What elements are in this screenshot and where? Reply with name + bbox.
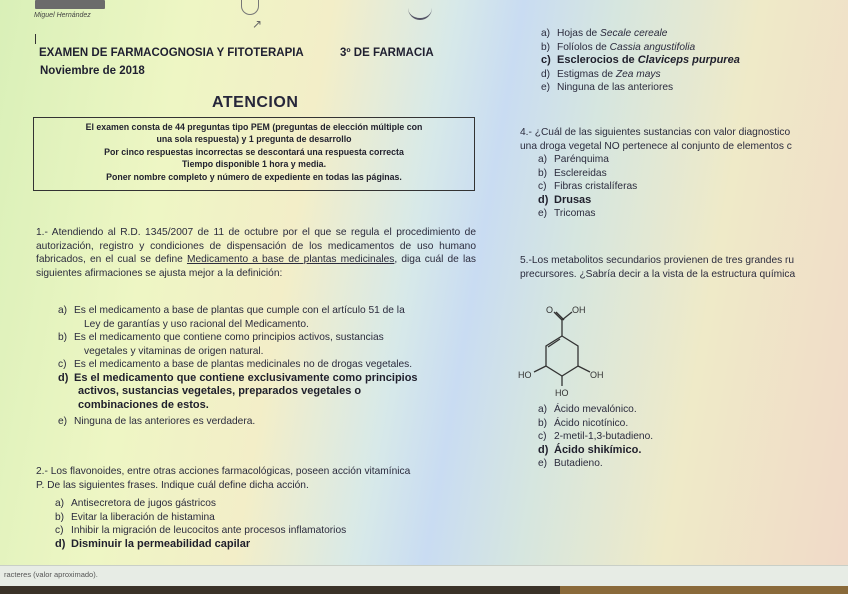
question-5: 5.-Los metabolitos secundarios provienen de tres grandes ru precursores. ¿Sabría decir a la vista de la estructura química [520, 255, 796, 280]
notice-line: una sola respuesta) y 1 pregunta de desarrollo [156, 134, 352, 145]
q3-option-b: b) Folíolos de Cassia angustifolia [541, 41, 696, 53]
q1-option-d: d) Es el medicamento que contiene exclusivamente como principios [58, 371, 418, 384]
q5-option-b: b) Ácido nicotínico. [538, 417, 629, 429]
q4-option-d: d) Drusas [538, 193, 592, 206]
q3-option-a: a) Hojas de Secale cereale [541, 28, 668, 39]
q3-option-c: c) Esclerocios de Claviceps purpurea [541, 54, 740, 66]
notice-line: El examen consta de 44 preguntas tipo PEM (preguntas de elección múltiple con [85, 122, 423, 132]
q2-option-b: b) Evitar la liberación de histamina [55, 511, 215, 523]
notice-line: Poner nombre completo y número de expediente en todas las páginas. [106, 171, 402, 182]
exam-title: EXAMEN DE FARMACOGNOSIA Y FITOTERAPIA [39, 47, 304, 59]
question-2: 2.- Los flavonoides, entre otras acciones farmacológicas, poseen acción vitamínica P. De las siguientes frases. Indique cuál define dicha acción. [36, 466, 411, 491]
notice-line: Por cinco respuestas incorrectas se descontará una respuesta correcta [104, 146, 404, 157]
q2-option-c: c) Inhibir la migración de leucocitos ante procesos inflamatorios [55, 525, 347, 536]
q1-option-e: e) Ninguna de las anteriores es verdadera. [58, 416, 256, 427]
screen-bezel-highlight [560, 586, 848, 594]
exam-date: Noviembre de 2018 [40, 65, 145, 77]
q3-option-e: e) Ninguna de las anteriores [541, 82, 674, 93]
status-text: racteres (valor aproximado). [4, 570, 98, 579]
q5-option-c: c) 2-metil-1,3-butadieno. [538, 431, 654, 442]
university-seal-icon [408, 0, 432, 20]
q4-options [538, 153, 637, 221]
atom-oh-top: OH [572, 305, 586, 315]
cursor-circle-icon [241, 0, 259, 15]
notice-line: Tiempo disponible 1 hora y media. [181, 159, 327, 170]
chemical-structure [510, 296, 620, 404]
atom-o: O [546, 305, 554, 315]
q5-option-e: e) Butadieno. [538, 458, 603, 469]
q2-option-a: a) Antisecretora de jugos gástricos [55, 498, 216, 509]
q3-options [541, 27, 740, 95]
q4-option-b: b) Esclereidas [538, 167, 607, 179]
q5-options [538, 403, 653, 471]
status-bar [0, 565, 848, 586]
q1-defined-term: Medicamento a base de plantas medicinales [186, 254, 395, 265]
q3-option-d: d) Estigmas de Zea mays [541, 68, 661, 80]
q4-option-a: a) Parénquima [538, 154, 609, 165]
left-rule [35, 34, 36, 44]
q1-option-b: b) Es el medicamento que contiene como principios activos, sustancias [58, 332, 384, 343]
atom-ho-left: HO [518, 370, 532, 380]
q5-option-d: d) Ácido shikímico. [538, 443, 642, 456]
q5-option-a: a) Ácido mevalónico. [538, 404, 637, 415]
q2-options [55, 497, 346, 551]
notice-box [33, 117, 475, 191]
question-4: 4.- ¿Cuál de las siguientes sustancias con valor diagnostico una droga vegetal NO pertenece al conjunto de elementos c [520, 127, 792, 152]
atom-oh-right: OH [590, 370, 604, 380]
question-1: 1.- Atendiendo al R.D. 1345/2007 de 11 de octubre por el que se regula el procedimiento de autorización, registro y condiciones de dispensación de los medicamentos de uso humano fabricados, en el cual se define Medicamento a base de plantas medicinales, diga cuál de las siguientes afirmaciones se ajusta mejor a la definición: [36, 227, 476, 279]
atom-ho-bottom: HO [555, 388, 569, 398]
q1-option-a: a) Es el medicamento a base de plantas que cumple con el artículo 51 de la [58, 305, 405, 316]
q2-option-d: d) Disminuir la permeabilidad capilar [55, 537, 251, 550]
exam-course: 3º DE FARMACIA [340, 47, 434, 59]
q4-option-e: e) Tricomas [538, 208, 596, 219]
top-logo-mark [35, 0, 105, 9]
q1-options: a) Es el medicamento a base de plantas que cumple con el artículo 51 de la Ley de garantías y uso racional del Medicamento. b) Es el medicamento que contiene como principios activos, sustancias vegetales y vitaminas de origen natural. c) Es el medicamento a base de plantas medicinales no de drogas vegetales. d) Es el medicamento que contiene exclusivamente como principios activos, sustancias vegetales, preparados vegetales o combinaciones de estos. e) Ninguna de las anteriores es verdadera. [58, 305, 418, 427]
pointer-icon: ↗ [252, 17, 263, 31]
author-signature: Miguel Hernández [34, 12, 91, 19]
q4-option-c: c) Fibras cristalíferas [538, 181, 638, 192]
notice-heading: ATENCION [212, 94, 299, 111]
q1-option-c: c) Es el medicamento a base de plantas medicinales no de drogas vegetales. [58, 359, 413, 370]
